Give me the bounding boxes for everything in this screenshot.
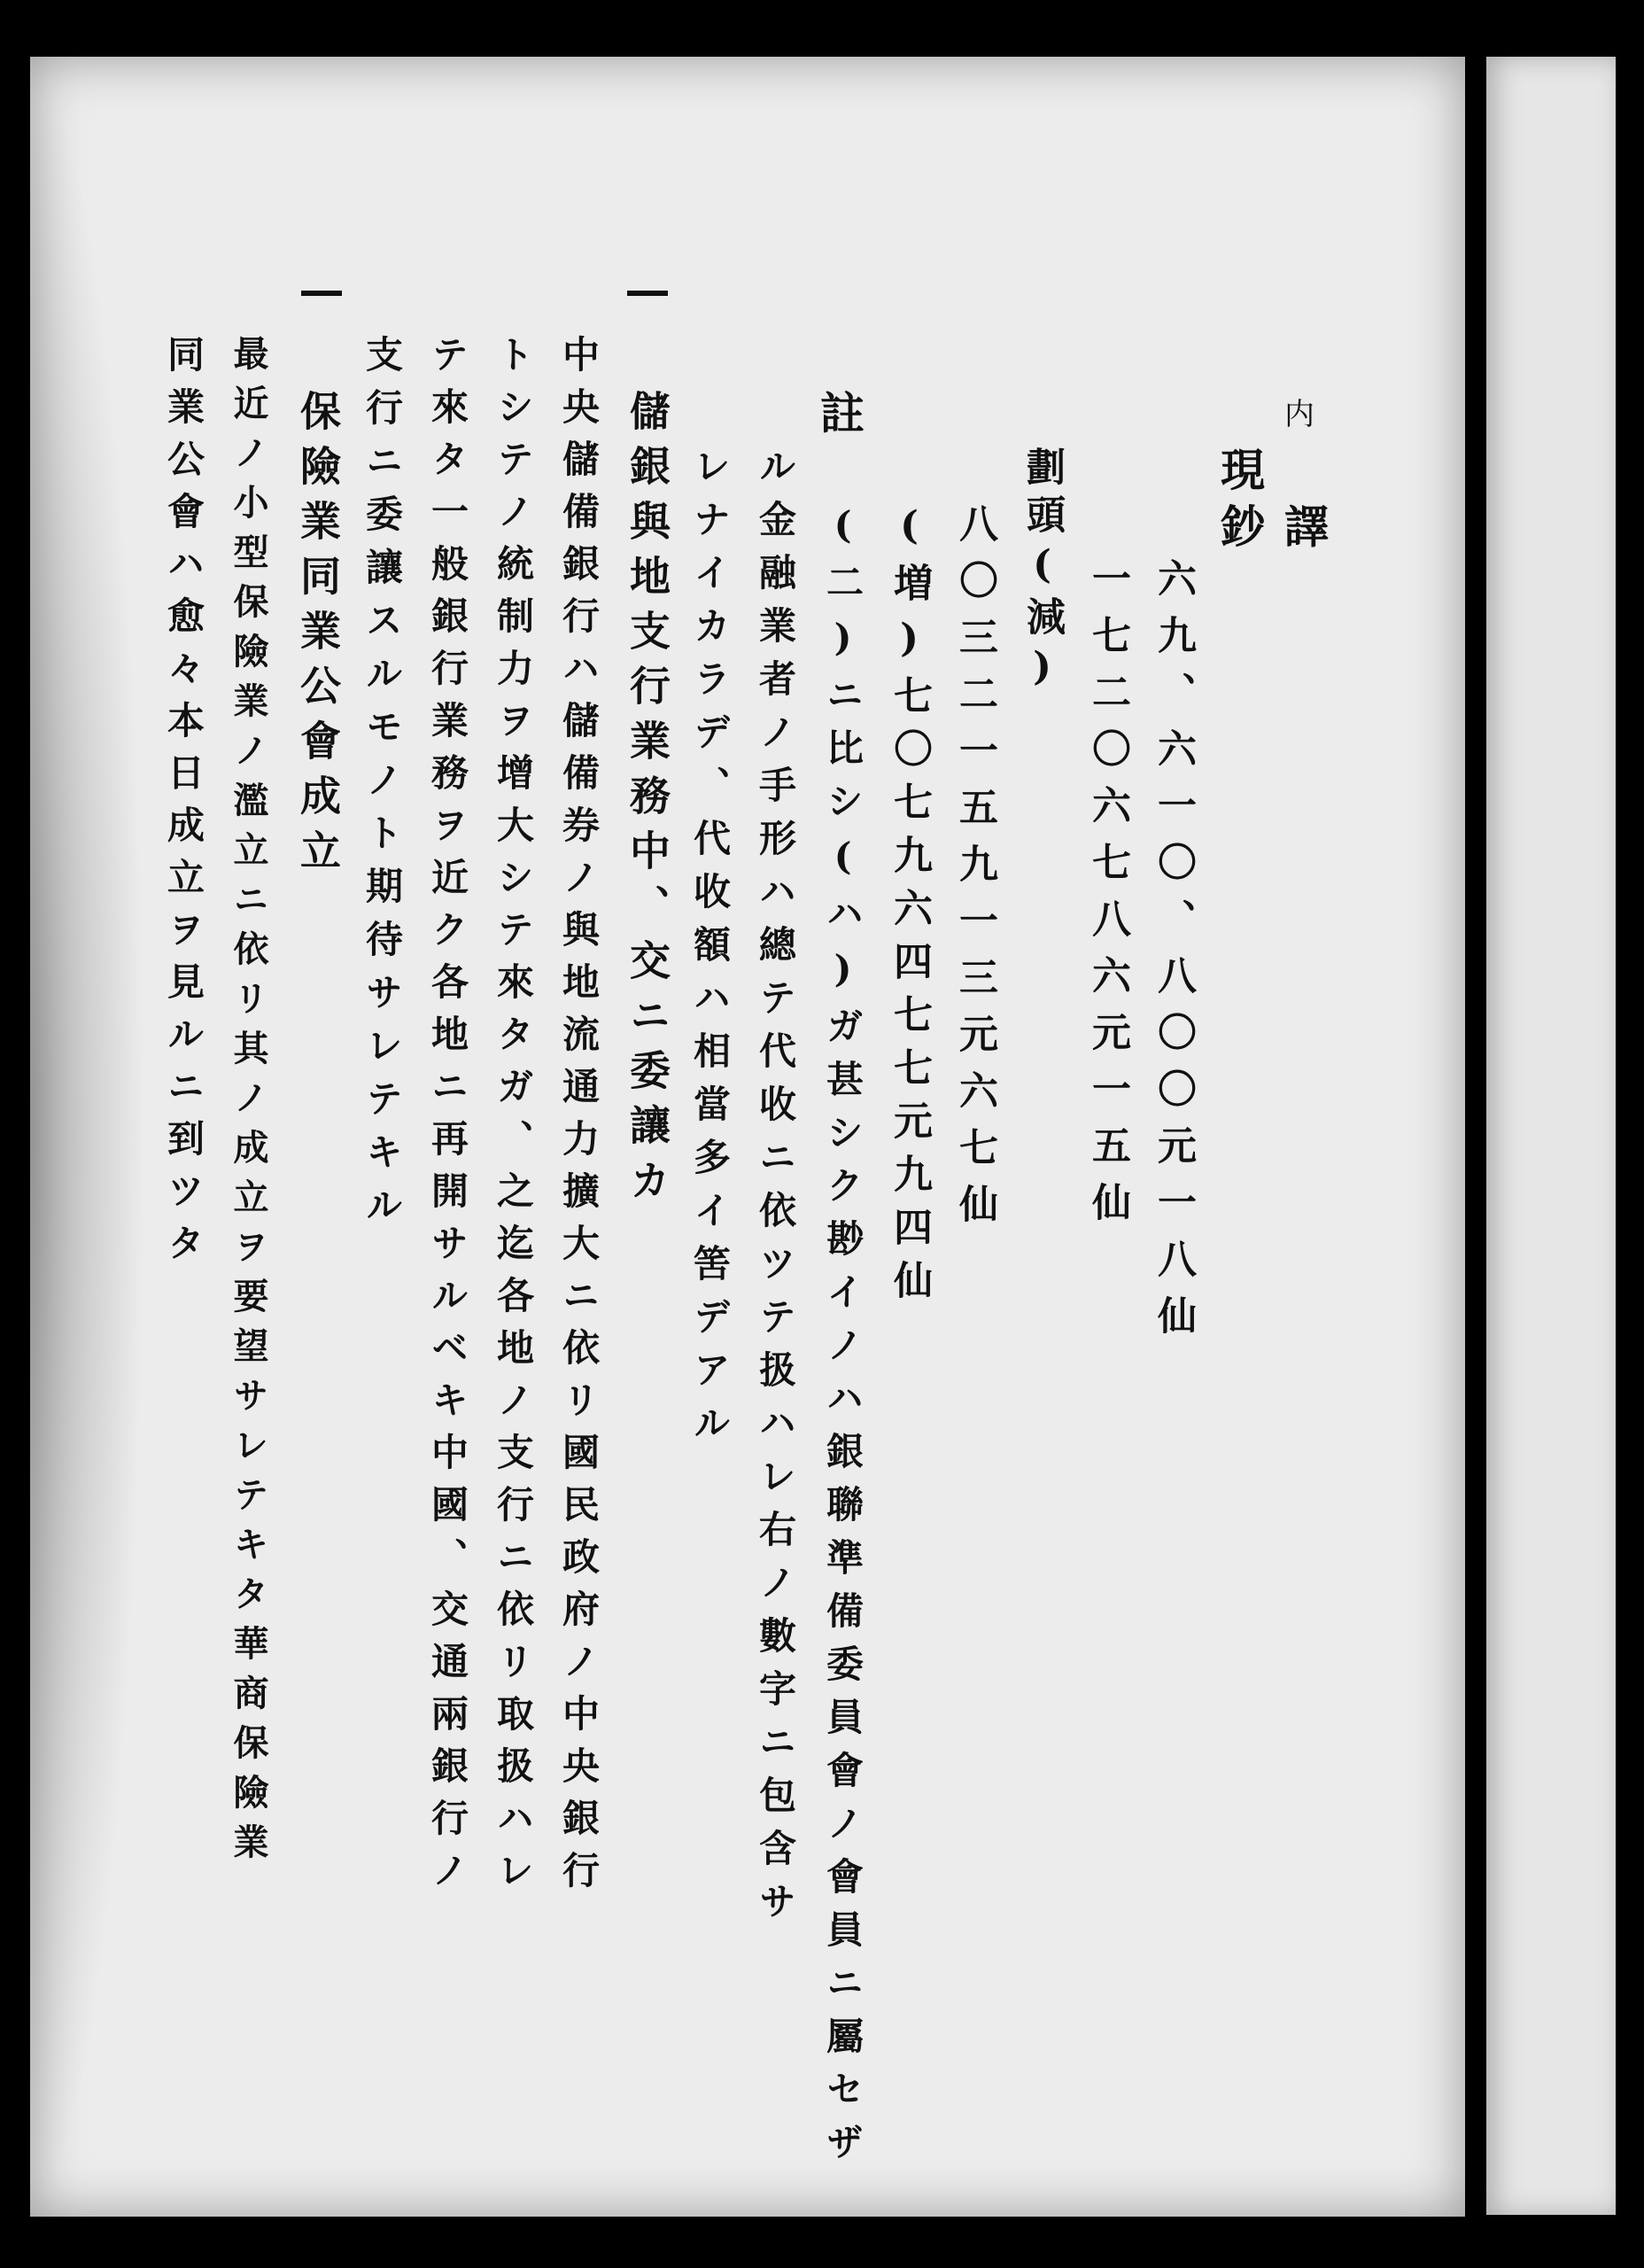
page-number: 内: [1284, 397, 1314, 432]
document-page: [30, 57, 1465, 2217]
text-column-1: 譯: [1277, 503, 1330, 560]
text-column-2: 現鈔: [1214, 447, 1266, 560]
text-column-4: 一七二〇六七八六元一五仙: [1085, 558, 1130, 1239]
text-column-3: 六九、六一〇、八〇〇元一八仙: [1151, 558, 1196, 1352]
text-column-12: トシテノ統制力ヲ增大シテ來タガ、之迄各地ノ支行ニ依リ取扱ハレ: [492, 335, 535, 1903]
text-column-15: 最近ノ小型保險業ノ濫立ニ依リ其ノ成立ヲ要望サレテキタ華商保險業: [228, 335, 269, 1873]
text-column-11: 中央儲備銀行ハ儲備券ノ與地流通力擴大ニ依リ國民政府ノ中央銀行: [557, 335, 601, 1903]
note-heading: 註: [813, 390, 865, 447]
text-column-10: レナイカラデ、代收額ハ相當多イ筈デアル: [688, 447, 732, 1456]
text-column-5: 劃頭(減): [1020, 447, 1065, 698]
adjacent-page-edge: [1486, 57, 1616, 2215]
section-heading: 儲銀與地支行業務中、交ニ委讓カ: [624, 390, 671, 1214]
text-column-16: 同業公會ハ愈々本日成立ヲ見ルニ到ツタ: [162, 335, 206, 1276]
text-column-13: テ來タ一般銀行業務ヲ近ク各地ニ再開サルベキ中國、交通兩銀行ノ: [426, 335, 469, 1903]
text-column-6: 八〇三二一五九一三元六七仙: [952, 503, 997, 1240]
section-heading: 保險業同業公會成立: [294, 390, 342, 884]
section-marker: [301, 291, 342, 296]
section-marker: [627, 291, 668, 296]
text-column-14: 支行ニ委讓スルモノト期待サレテキル: [361, 335, 404, 1239]
text-column-8: (二)ニ比シ(ハ)ガ甚シク尠イノハ銀聯準備委員會ノ會員ニ屬セザ: [821, 503, 865, 2176]
book-gutter: [1465, 53, 1486, 2233]
text-column-7: (増)七〇七九六四七七元九四仙: [887, 503, 932, 1313]
text-column-9: ル金融業者ノ手形ハ總テ代收ニ依ツテ扱ハレ右ノ數字ニ包含サ: [754, 447, 797, 1935]
